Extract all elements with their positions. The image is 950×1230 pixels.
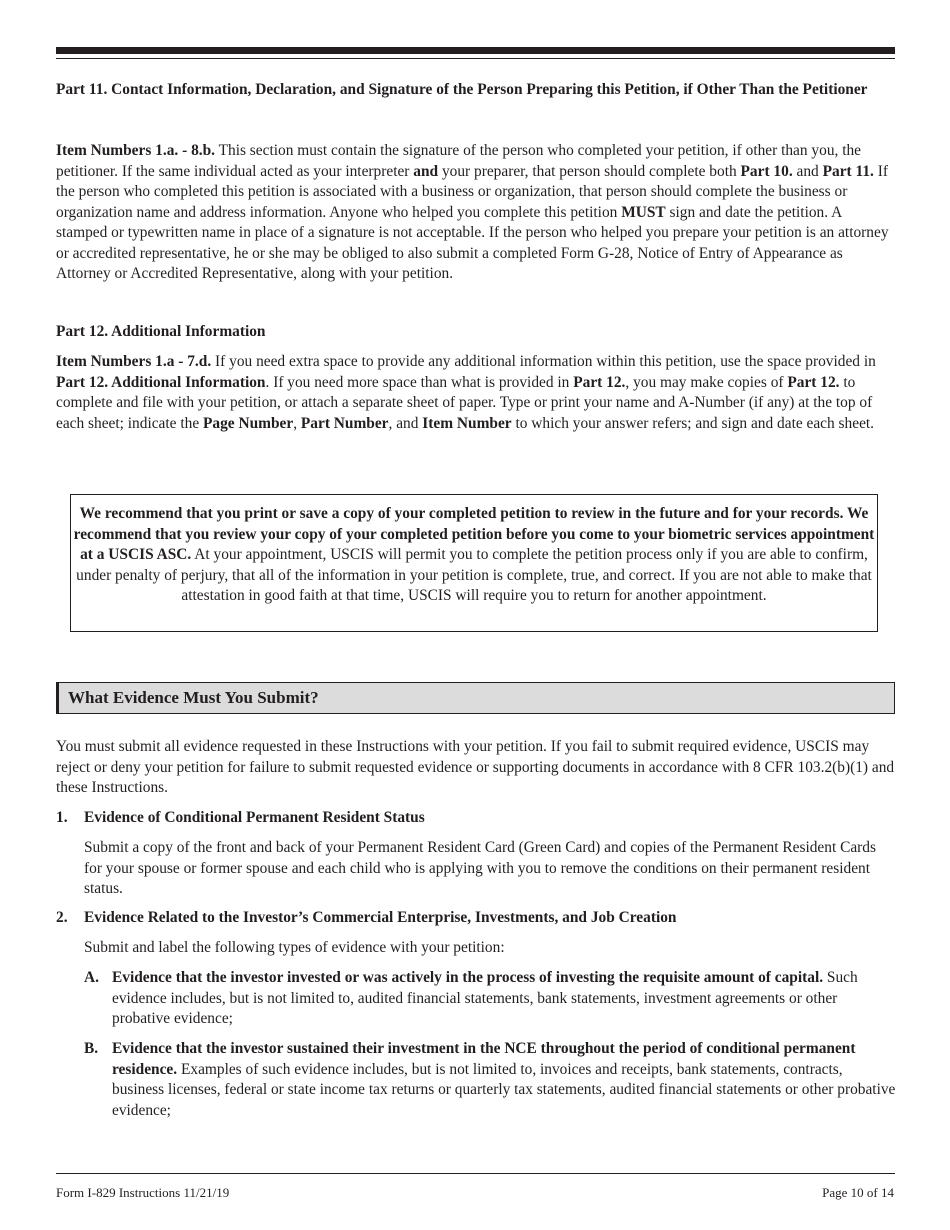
part11-heading: Part 11. Contact Information, Declaration, and Signature of the Person Preparing this Petition, if Other Than the Petitioner xyxy=(56,81,868,98)
item-2-number: 2. xyxy=(56,909,68,926)
page-number: Page 10 of 14 xyxy=(822,1185,894,1200)
header-thick-rule xyxy=(56,47,895,54)
sub-item-a-text: Evidence that the investor invested or was actively in the process of investing the requisite amount of capital. Such evidence includes, but is not limited to, audited financial statements, bank statements, investment agreements or other probative evidence; xyxy=(112,969,858,1027)
item-1-text: Submit a copy of the front and back of your Permanent Resident Card (Green Card) and copies of the Permanent Resident Cards for your spouse or former spouse and each child who is applying with you to remove the conditions on their permanent resident status. xyxy=(84,839,876,897)
part11-body: Item Numbers 1.a. - 8.b. This section must contain the signature of the person who completed your petition, if other than you, the petitioner. If the same individual acted as your interpreter and your preparer, that person should complete both Part 10. and Part 11. If the person who completed this petition is associated with a business or organization, that person should complete the business or organization name and address information. Anyone who helped you complete this petition MUST sign and date the petition. A stamped or typewritten name in place of a signature is not acceptable. If the person who helped you prepare your petition is an attorney or accredited representative, he or she may be obliged to also submit a completed Form G-28, Notice of Entry of Appearance as Attorney or Accredited Representative, along with your petition. xyxy=(56,142,889,282)
form-footer-id: Form I-829 Instructions 11/21/19 xyxy=(56,1185,230,1200)
item-2-title: Evidence Related to the Investor’s Commercial Enterprise, Investments, and Job Creation xyxy=(84,909,677,926)
footer-rule xyxy=(56,1173,895,1174)
recommendation-notice-box xyxy=(70,494,878,632)
evidence-intro: You must submit all evidence requested in these Instructions with your petition. If you fail to submit required evidence, USCIS may reject or deny your petition for failure to submit requested evidence or supporting documents in accordance with 8 CFR 103.2(b)(1) and these Instructions. xyxy=(56,738,895,796)
item-2-text: Submit and label the following types of evidence with your petition: xyxy=(84,939,505,956)
part12-body: Item Numbers 1.a - 7.d. If you need extra space to provide any additional information within this petition, use the space provided in Part 12. Additional Information. If you need more space than what is provided in Part 12., you may make copies of Part 12. to complete and file with your petition, or attach a separate sheet of paper. Type or print your name and A-Number (if any) at the top of each sheet; indicate the Page Number, Part Number, and Item Number to which your answer refers; and sign and date each sheet. xyxy=(56,353,876,432)
sub-item-a-letter: A. xyxy=(84,969,99,986)
item-1-title: Evidence of Conditional Permanent Resident Status xyxy=(84,809,425,826)
sub-item-b-letter: B. xyxy=(84,1040,99,1057)
notice-regular-text: At your appointment, USCIS will permit you to complete the petition process only if you are able to confirm, under penalty of perjury, that all of the information in your petition is complete, true, and correct. If you are not able to make that attestation in good faith at that time, USCIS will require you to return for another appointment. xyxy=(76,546,872,604)
header-thin-rule xyxy=(56,58,895,59)
part12-heading: Part 12. Additional Information xyxy=(56,323,266,340)
notice-bold-text: We recommend that you print or save a copy of your completed petition to review in the future and for your records. We recommend that you review your copy of your completed petition before you come to your biometric services appointment at a USCIS ASC. xyxy=(73,505,875,563)
sub-item-b-text: Evidence that the investor sustained their investment in the NCE throughout the period of conditional permanent residence. Examples of such evidence includes, but is not limited to, invoices and receipts, bank statements, contracts, business licenses, federal or state income tax returns or quarterly tax statements, audited financial statements or other probative evidence; xyxy=(112,1040,896,1119)
item-numbers-label: Item Numbers 1.a - 7.d. xyxy=(56,353,212,370)
item-1-number: 1. xyxy=(56,809,68,826)
evidence-section-header xyxy=(56,682,895,714)
item-numbers-label: Item Numbers 1.a. - 8.b. xyxy=(56,142,216,159)
section-title: What Evidence Must You Submit? xyxy=(68,688,319,707)
